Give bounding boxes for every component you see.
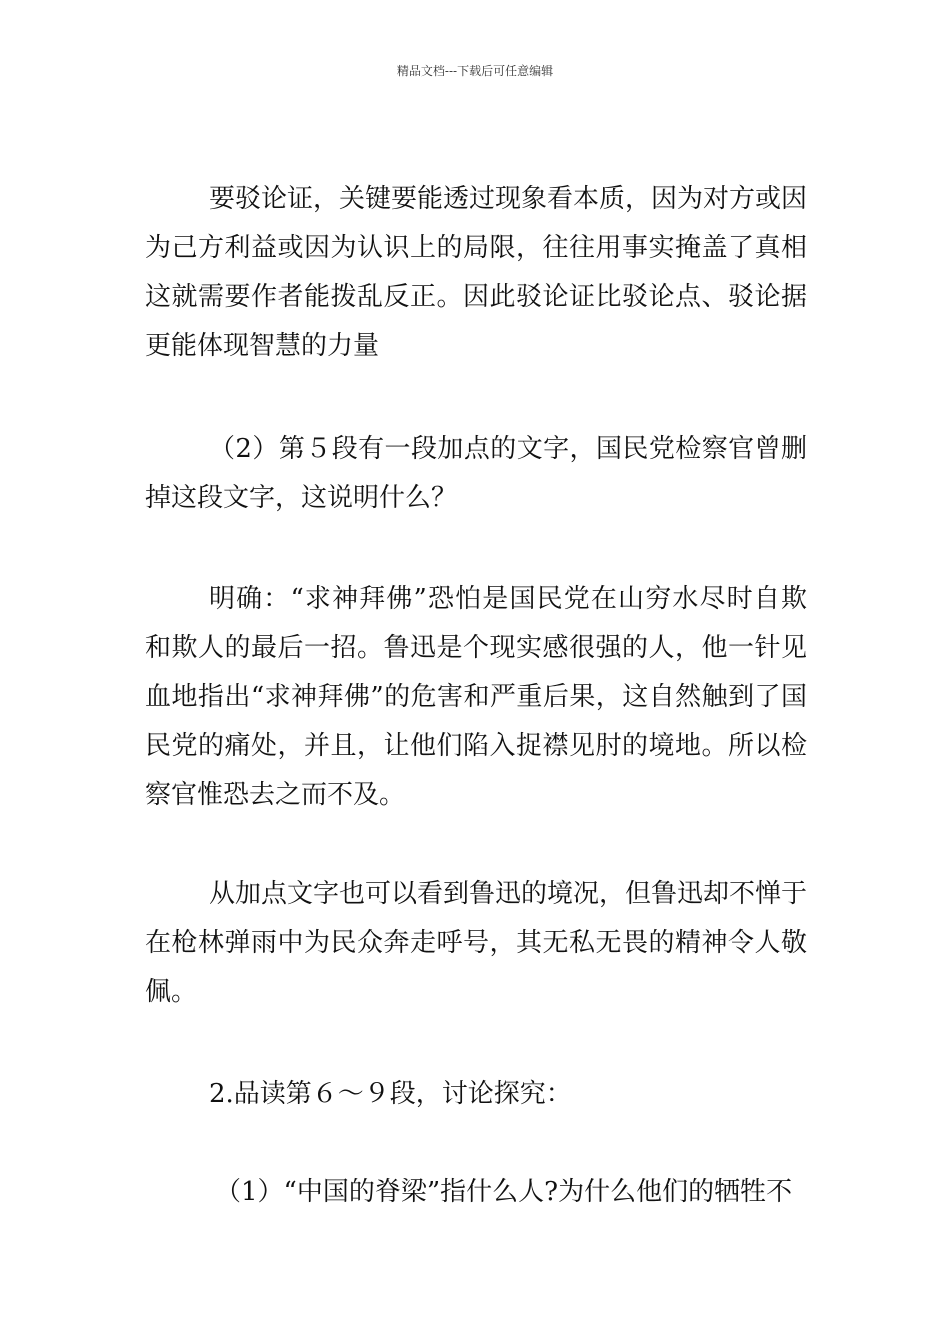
- paragraph-rebuttal-argument: 要驳论证，关键要能透过现象看本质，因为对方或因为己方利益或因为认识上的局限，往往用事实掩盖了真相这就需要作者能拨乱反正。因此驳论证比驳论点、驳论据更能体现智慧的力量: [145, 184, 808, 361]
- question-1: （1）“中国的脊梁”指什么人?为什么他们的牺牲不: [215, 1177, 793, 1207]
- paragraph-lu-xun-spirit: 从加点文字也可以看到鲁迅的境况，但鲁迅却不惮于在枪林弹雨中为民众奔走呼号，其无私无畏的精神令人敬佩。: [145, 879, 808, 1007]
- answer-explanation: 明确：“求神拜佛”恐怕是国民党在山穷水尽时自欺和欺人的最后一招。鲁迅是个现实感很强的人，他一针见血地指出“求神拜佛”的危害和严重后果，这自然触到了国民党的痛处，并且，让他们陷入捉襟见肘的境地。所以检察官惟恐去之而不及。: [145, 584, 807, 810]
- section-heading-reading: 2.品读第６～９段，讨论探究：: [209, 1079, 572, 1109]
- page-header: 精品文档---下载后可任意编辑: [396, 64, 554, 78]
- question-2: （2）第５段有一段加点的文字，国民党检察官曾删掉这段文字，这说明什么？: [145, 434, 807, 513]
